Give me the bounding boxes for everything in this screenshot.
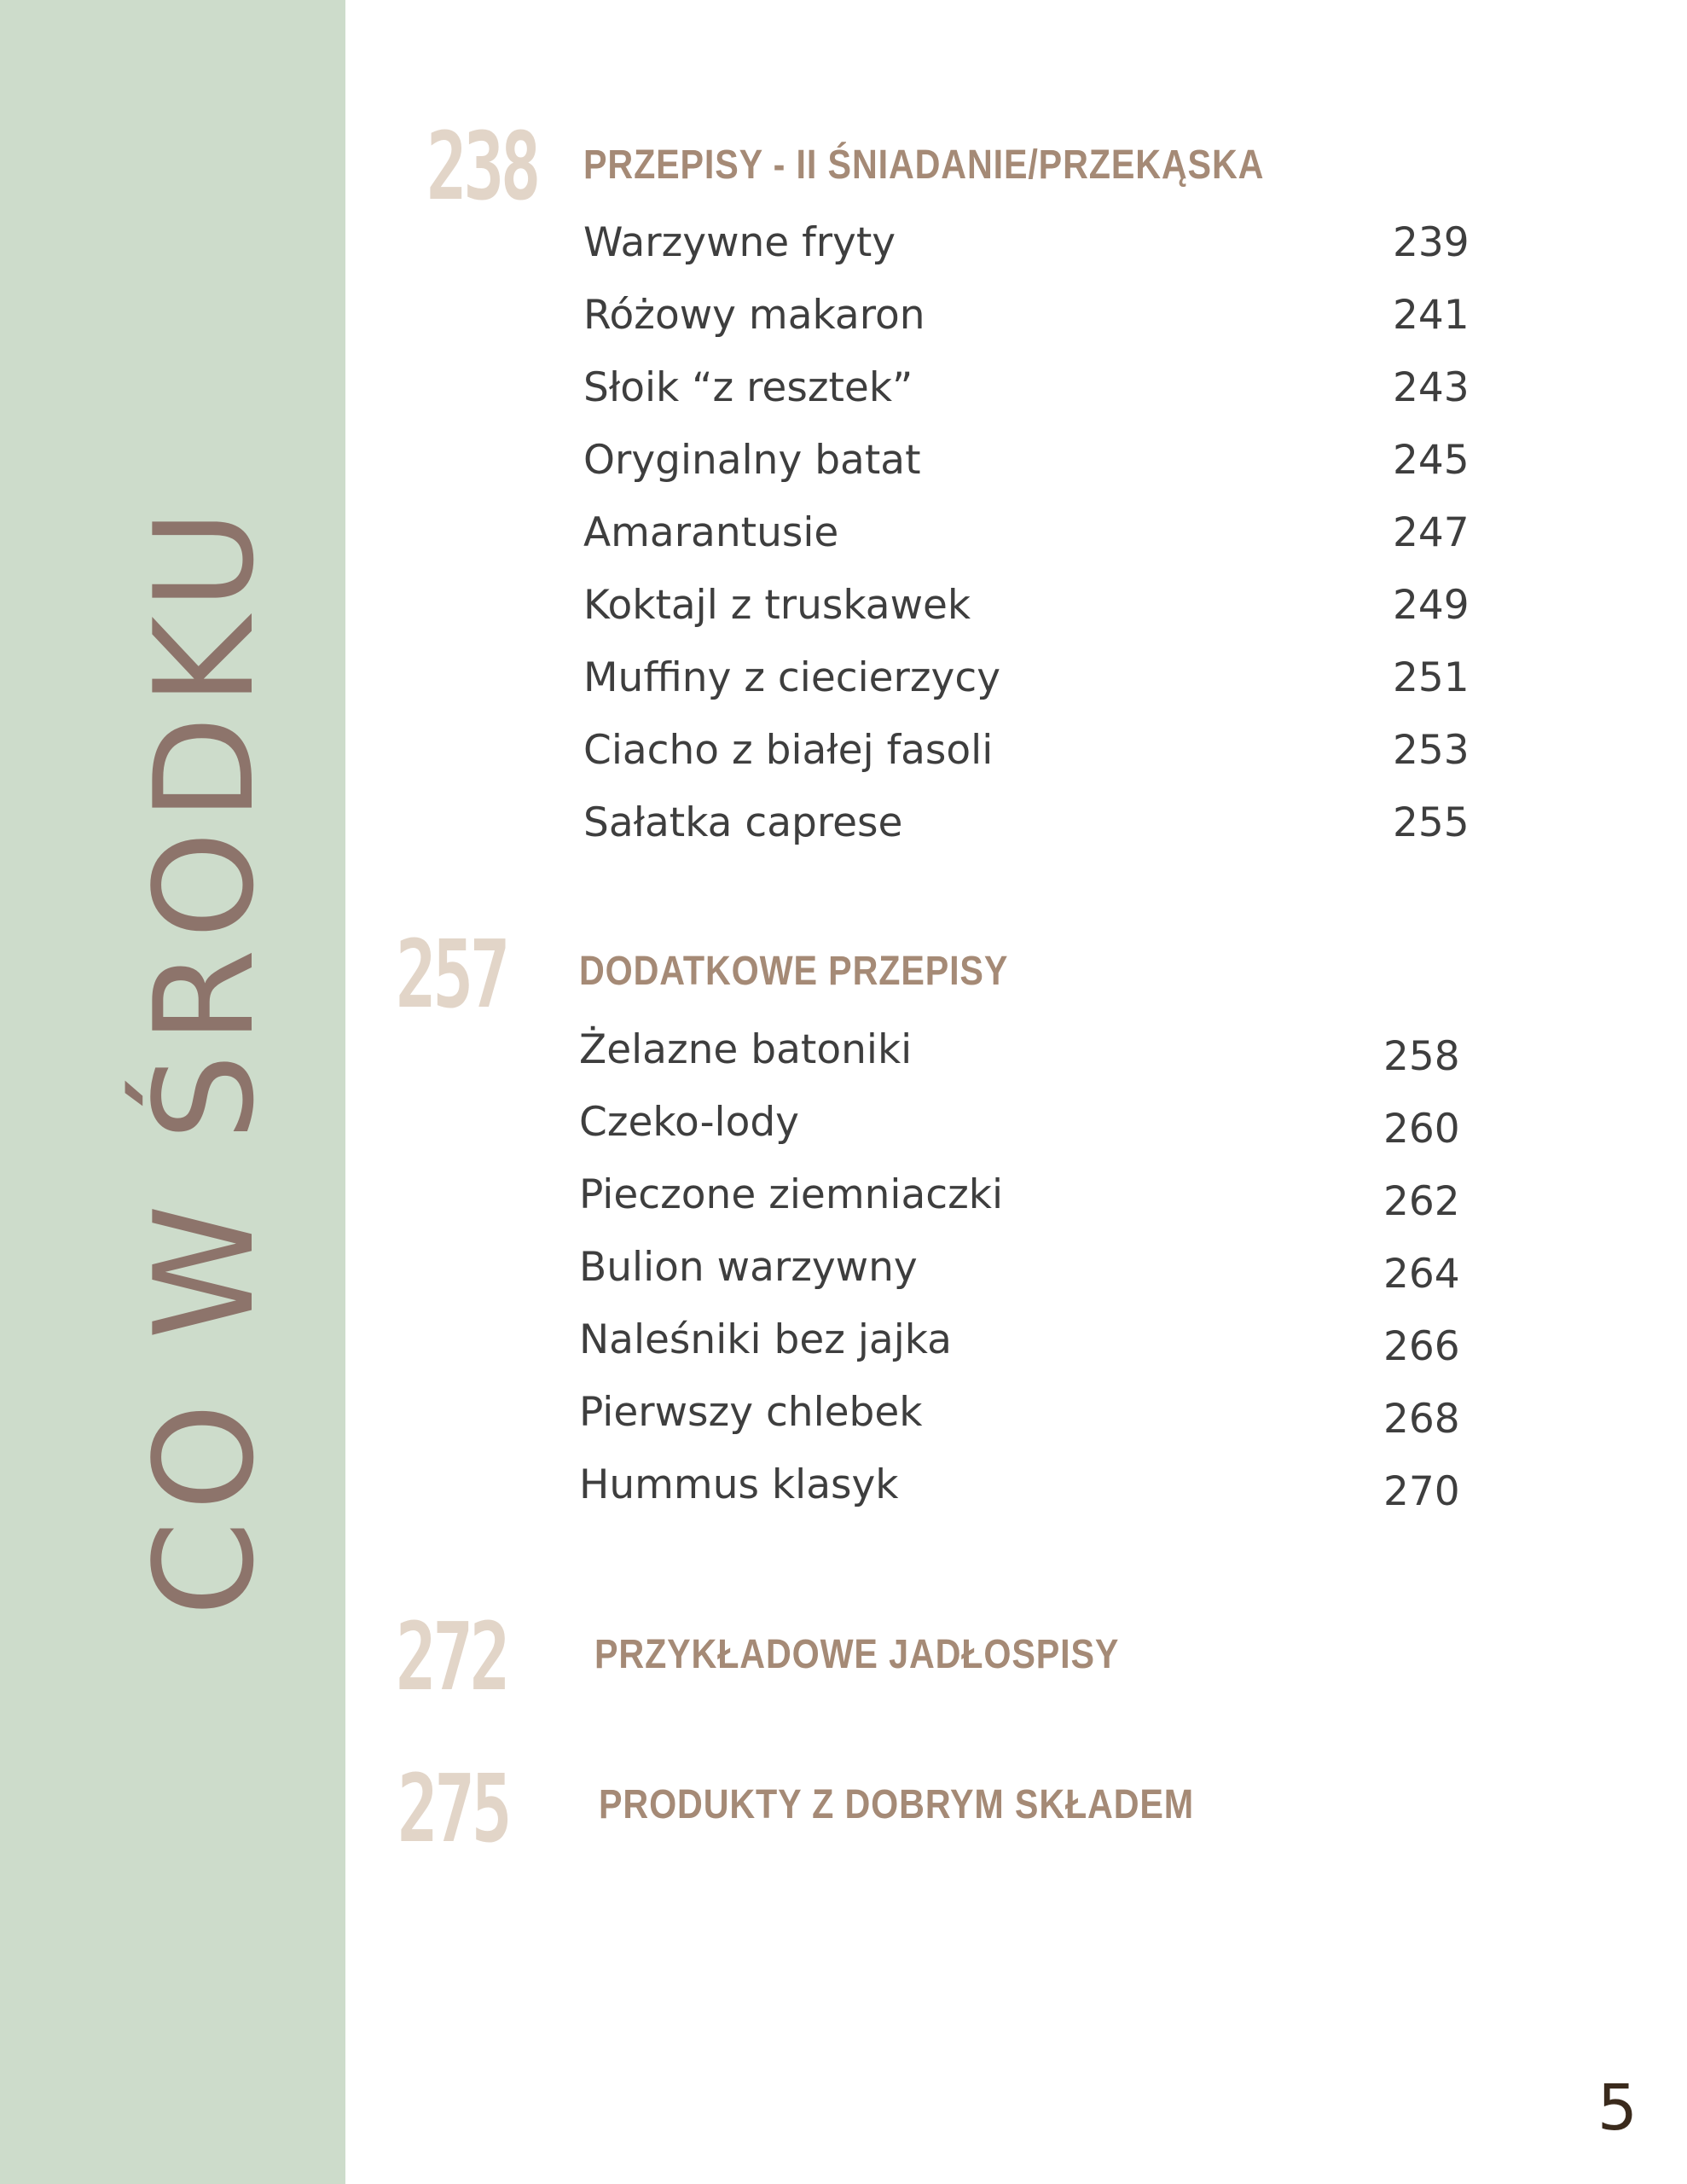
toc-entry xyxy=(583,219,1470,292)
toc-entry xyxy=(579,1461,1466,1534)
toc-entry xyxy=(579,1171,1466,1244)
section-number: 272 xyxy=(396,1602,507,1711)
entry-page: 249 xyxy=(1393,582,1470,629)
entry-label: Pierwszy chlebek xyxy=(579,1389,923,1436)
section-title: PRODUKTY Z DOBRYM SKŁADEM xyxy=(599,1782,1195,1827)
entry-label: Hummus klasyk xyxy=(579,1461,899,1508)
entry-label: Pieczone ziemniaczki xyxy=(579,1171,1004,1218)
entry-page: 270 xyxy=(1383,1468,1460,1515)
entry-label: Sałatka caprese xyxy=(583,799,903,846)
section-title: DODATKOWE PRZEPISY xyxy=(579,949,1009,994)
page-number: 5 xyxy=(1597,2071,1638,2145)
entry-page: 243 xyxy=(1393,364,1470,411)
entry-label: Warzywne fryty xyxy=(583,219,896,266)
entry-label: Bulion warzywny xyxy=(579,1244,918,1291)
entry-page: 251 xyxy=(1393,654,1470,701)
toc-entry xyxy=(583,437,1470,509)
entry-label: Naleśniki bez jajka xyxy=(579,1316,952,1363)
section-title: PRZEPISY - II ŚNIADANIE/PRZEKĄSKA xyxy=(583,142,1265,188)
entry-page: 255 xyxy=(1393,799,1470,846)
toc-entry xyxy=(579,1316,1466,1389)
entry-page: 258 xyxy=(1383,1033,1460,1080)
entry-label: Różowy makaron xyxy=(583,292,925,339)
toc-entry xyxy=(583,364,1470,437)
toc-entry xyxy=(579,1099,1466,1171)
toc-list xyxy=(583,219,1470,872)
entry-label: Słoik “z resztek” xyxy=(583,364,913,411)
entry-page: 245 xyxy=(1393,437,1470,484)
toc-list xyxy=(579,1026,1466,1534)
toc-entry xyxy=(583,292,1470,364)
toc-entry xyxy=(583,727,1470,799)
toc-entry xyxy=(579,1389,1466,1461)
entry-page: 262 xyxy=(1383,1178,1460,1225)
entry-label: Amarantusie xyxy=(583,509,839,556)
toc-entry xyxy=(579,1026,1466,1099)
entry-page: 260 xyxy=(1383,1106,1460,1153)
entry-label: Oryginalny batat xyxy=(583,437,921,484)
entry-page: 268 xyxy=(1383,1396,1460,1443)
entry-label: Muffiny z ciecierzycy xyxy=(583,654,1001,701)
entry-page: 247 xyxy=(1393,509,1470,556)
toc-entry xyxy=(583,582,1470,654)
entry-page: 241 xyxy=(1393,292,1470,339)
section-title: PRZYKŁADOWE JADŁOSPISY xyxy=(594,1632,1120,1677)
entry-page: 266 xyxy=(1383,1323,1460,1370)
sidebar xyxy=(0,0,345,2184)
entry-page: 253 xyxy=(1393,727,1470,774)
toc-entry xyxy=(583,509,1470,582)
entry-page: 239 xyxy=(1393,219,1470,266)
section-number: 257 xyxy=(396,920,507,1029)
sidebar-title: CO W ŚRODKU xyxy=(125,499,284,1617)
entry-label: Koktajl z truskawek xyxy=(583,582,971,629)
entry-label: Czeko-lody xyxy=(579,1099,799,1146)
entry-label: Żelazne batoniki xyxy=(579,1026,913,1073)
entry-label: Ciacho z białej fasoli xyxy=(583,727,994,774)
section-number: 238 xyxy=(426,112,538,221)
toc-entry xyxy=(579,1244,1466,1316)
entry-page: 264 xyxy=(1383,1251,1460,1298)
section-number: 275 xyxy=(397,1754,509,1863)
toc-entry xyxy=(583,799,1470,872)
toc-entry xyxy=(583,654,1470,727)
